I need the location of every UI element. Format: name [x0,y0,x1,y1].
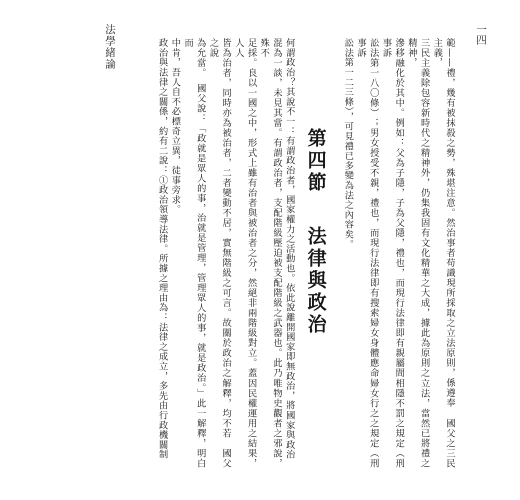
text-line: 何謂政治？其說不一：有謂政治者，國家權力之活動也。依此說離開國家即無政治，將國家與政治 [283,38,295,460]
text-line: 為允當。 國父說：「政就是眾人的事，治就是管理，管理眾人的事，就是政治。」此一解釋，明白而 [182,38,206,468]
text-line: 三民主義除包容新時代之精神外，仍集我固有文化精華之大成，據此為原則之立法，當然已將禮之精神， [405,38,430,468]
text-line: 混為一談，未見其當。有謂政治者，支配階級壓迫被支配階級之武器也。此乃唯物史觀者之邪說，殊不 [258,38,282,468]
text-line: 訟法第一二三條），可見禮已多變為法之內容矣。 [342,38,354,249]
section-title-text: 法律與政治 [304,225,327,336]
text-line: 皆為治者，同時亦為被治者，二者變動不居，實無階級之可言。故關於政治之解釋，均不若 國父之說 [207,38,232,468]
paragraph-what-is-politics [168,38,295,468]
page-number: 一四 [475,24,487,45]
text-line: 範——禮，幾有被抹殺之勢，殊堪注意。然治事者苟識現所採取之立法原則，係遵奉 國父之三民主義， [431,38,455,468]
text-line: 足採。良以一國之中，形式上雖有治者與被治者之分，然絕非兩階級對立。蓋因民權運用之結果，人人 [232,38,257,468]
text-line: 滲移融化於其中。例如：父為子隱，子為父隱，禮也，而現行法律即有親屬間相隱不罰之規定（刑事訴 [380,38,405,468]
section-number: 第四節 [304,128,327,194]
paragraph-law-and-custom [341,38,455,468]
text-line: 訟法第一八〇條）；男女授受不親，禮也，而現行法律即有搜索婦女身體應命婦女行之之規定（刑事訴 [355,38,379,468]
text-line: 中肯，吾人自不必標奇立異，徒事旁求。 [169,38,181,215]
running-header-title: 法學緒論 [104,24,116,70]
text-line: 政治與法律之關係，約有二說：①政治領導法律。所據之理由為：法律之成立，多先由行政機關制 [156,38,168,460]
paragraph-politics-and-law [155,38,168,468]
body-text [115,38,455,468]
section-heading [295,128,341,468]
